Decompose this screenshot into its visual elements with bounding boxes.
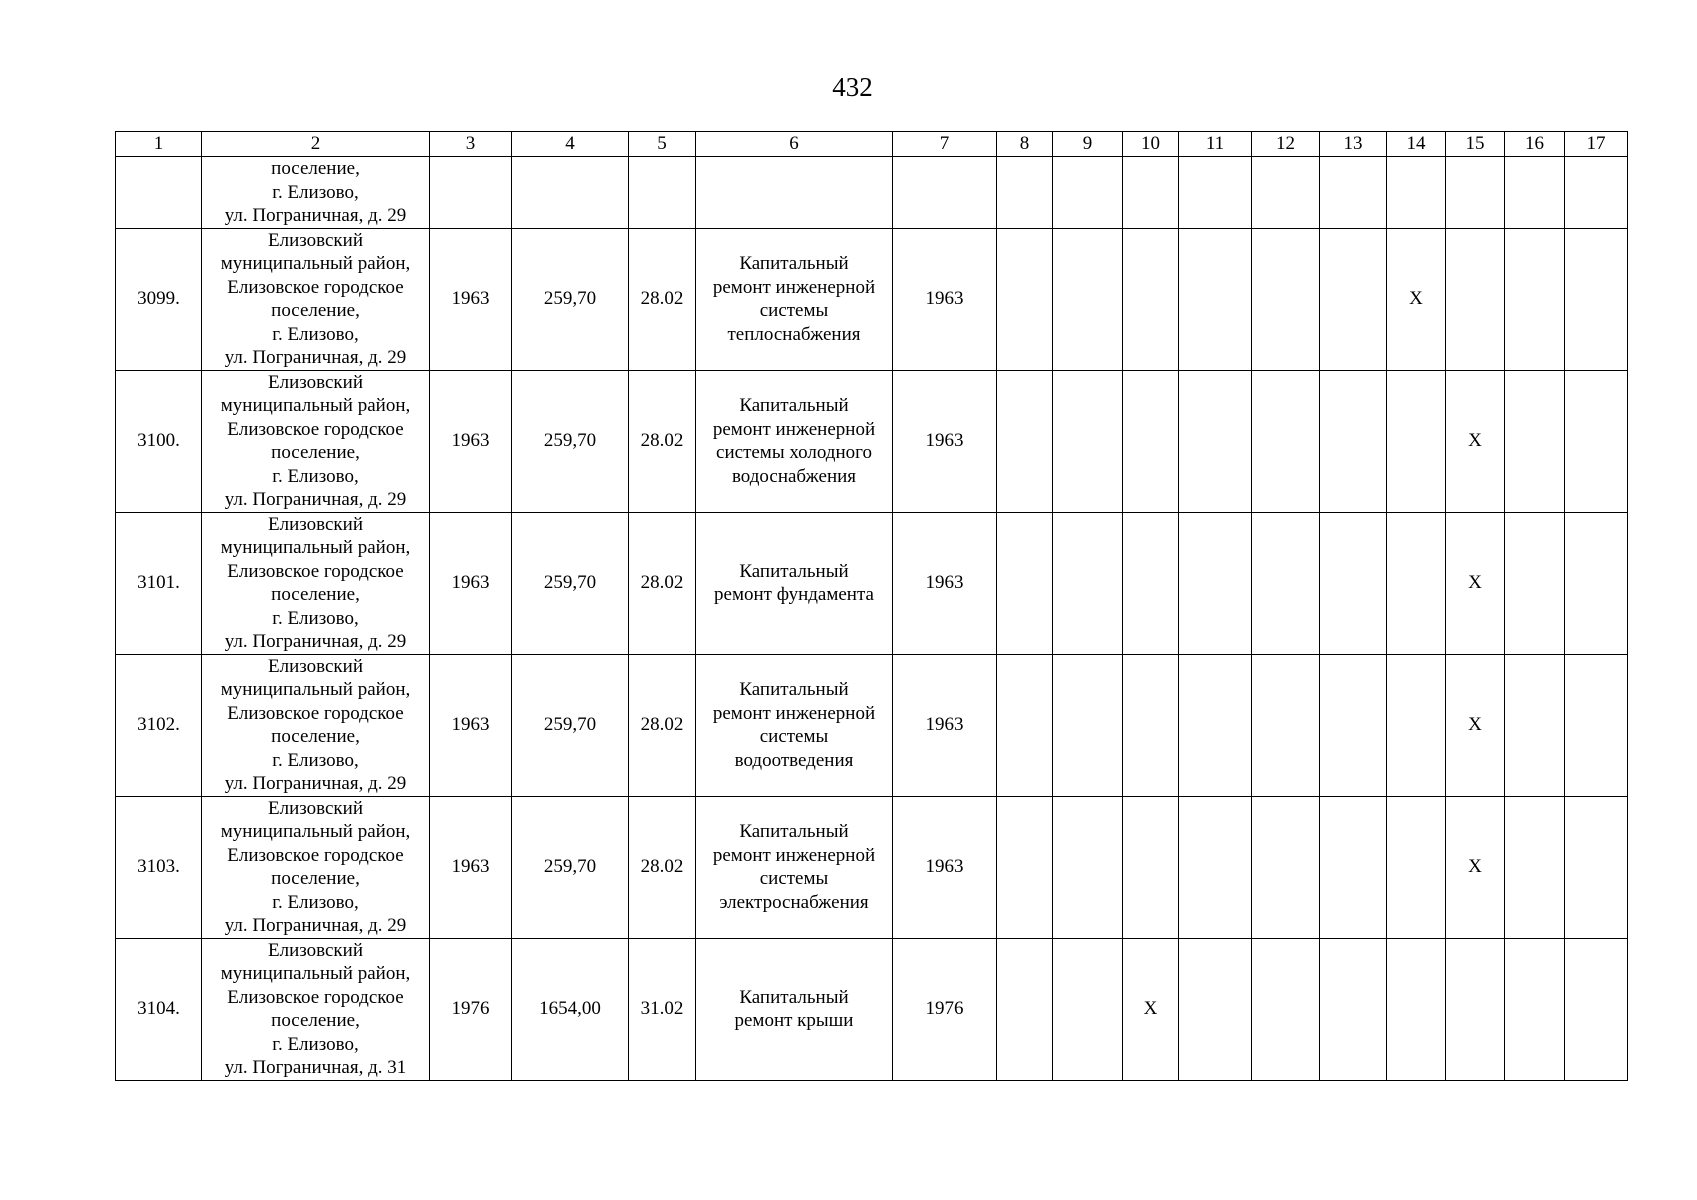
empty-cell <box>1387 512 1446 654</box>
work-type-cell <box>696 654 893 796</box>
empty-cell <box>1179 796 1252 938</box>
address-cell-line: поселение, <box>271 1010 360 1031</box>
empty-cell <box>1505 796 1565 938</box>
year-built-cell: 1963 <box>430 228 512 370</box>
column-header: 1 <box>116 132 202 157</box>
address-cell-line: ул. Пограничная, д. 29 <box>224 915 407 936</box>
address-cell-line: Елизовское городское <box>227 276 404 298</box>
column-header: 3 <box>430 132 512 157</box>
empty-cell <box>1252 654 1320 796</box>
area-cell: 259,70 <box>512 512 629 654</box>
table-row <box>116 654 1628 796</box>
empty-cell <box>997 938 1053 1080</box>
work-type-cell-line: водоснабжения <box>731 465 857 487</box>
year-cell: 1976 <box>893 938 997 1080</box>
empty-cell <box>1123 796 1179 938</box>
work-type-cell-line: Капитальный <box>739 821 849 842</box>
empty-cell <box>1179 512 1252 654</box>
empty-cell <box>1053 654 1123 796</box>
work-type-cell <box>696 228 893 370</box>
address-cell-line: ул. Пограничная, д. 29 <box>224 773 407 794</box>
row-number: 3100. <box>116 370 202 512</box>
empty-cell <box>1446 228 1505 370</box>
empty-cell <box>1320 512 1387 654</box>
work-type-cell-line: ремонт фундамента <box>714 584 874 605</box>
empty-cell <box>1565 796 1628 938</box>
address-cell-line: Елизовское городское <box>227 702 404 724</box>
data-table <box>115 131 1628 1081</box>
empty-cell <box>1446 157 1505 229</box>
year-built-cell: 1963 <box>430 796 512 938</box>
address-cell <box>202 228 430 370</box>
header-row <box>116 132 1628 157</box>
work-type-cell-line: Капитальный <box>739 986 849 1008</box>
empty-cell <box>1320 370 1387 512</box>
work-type-cell-line: системы холодного <box>716 442 872 463</box>
empty-cell <box>1123 370 1179 512</box>
address-cell-line: поселение, <box>271 300 360 321</box>
empty-cell <box>1053 370 1123 512</box>
address-cell-line: муниципальный район, <box>220 253 411 274</box>
address-cell-line: г. Елизово, <box>272 465 359 487</box>
empty-cell <box>1387 370 1446 512</box>
row-number: 3103. <box>116 796 202 938</box>
work-type-cell <box>696 512 893 654</box>
year-built-cell: 1963 <box>430 512 512 654</box>
address-cell-line: поселение, <box>271 442 360 463</box>
empty-cell <box>1123 512 1179 654</box>
table-row <box>116 228 1628 370</box>
table-row <box>116 157 1628 229</box>
column-header: 4 <box>512 132 629 157</box>
address-cell-line: Елизовский <box>267 513 363 535</box>
empty-cell <box>1179 938 1252 1080</box>
empty-cell <box>1387 938 1446 1080</box>
row-number: 3099. <box>116 228 202 370</box>
table-body <box>116 157 1628 1081</box>
address-cell <box>202 157 430 229</box>
empty-cell <box>1565 938 1628 1080</box>
empty-cell <box>1123 157 1179 229</box>
mark-cell: X <box>1123 938 1179 1080</box>
address-cell-line: поселение, <box>271 158 360 179</box>
year-built-cell: 1963 <box>430 370 512 512</box>
work-type-cell-line: Капитальный <box>739 253 849 274</box>
work-type-cell-line: водоотведения <box>734 749 854 771</box>
row-number <box>116 157 202 229</box>
address-cell-line: Елизовский <box>267 371 363 393</box>
column-header: 8 <box>997 132 1053 157</box>
work-type-cell-line: Капитальный <box>739 679 849 700</box>
column-header: 7 <box>893 132 997 157</box>
address-cell-line: ул. Пограничная, д. 29 <box>224 631 407 652</box>
address-cell-line: Елизовское городское <box>227 844 404 866</box>
empty-cell <box>1505 654 1565 796</box>
empty-cell <box>1446 938 1505 1080</box>
empty-cell <box>1053 157 1123 229</box>
address-cell-line: Елизовское городское <box>227 986 404 1008</box>
address-cell <box>202 512 430 654</box>
table-row <box>116 938 1628 1080</box>
empty-cell <box>1565 157 1628 229</box>
work-type-cell-line: ремонт инженерной <box>712 418 876 440</box>
work-type-cell-line: ремонт крыши <box>734 1010 854 1031</box>
code-cell: 28.02 <box>629 370 696 512</box>
work-type-cell-line: электроснабжения <box>719 891 869 913</box>
address-cell-line: ул. Пограничная, д. 29 <box>224 205 407 226</box>
column-header: 2 <box>202 132 430 157</box>
address-cell-line: поселение, <box>271 868 360 889</box>
work-type-cell-line: Капитальный <box>739 395 849 416</box>
work-type-cell-line: ремонт инженерной <box>712 844 876 866</box>
work-type-cell <box>696 370 893 512</box>
column-header: 11 <box>1179 132 1252 157</box>
empty-cell <box>1252 370 1320 512</box>
address-cell-line: муниципальный район, <box>220 679 411 700</box>
column-header: 10 <box>1123 132 1179 157</box>
table-row <box>116 370 1628 512</box>
code-cell: 28.02 <box>629 796 696 938</box>
empty-cell <box>1505 228 1565 370</box>
page-number: 432 <box>832 72 873 102</box>
work-type-cell-line: теплоснабжения <box>727 323 861 345</box>
code-cell: 28.02 <box>629 512 696 654</box>
column-header: 6 <box>696 132 893 157</box>
empty-cell <box>1320 654 1387 796</box>
mark-cell: X <box>1446 654 1505 796</box>
empty-cell <box>1505 938 1565 1080</box>
mark-cell: X <box>1387 228 1446 370</box>
address-cell-line: поселение, <box>271 584 360 605</box>
address-cell-line: ул. Пограничная, д. 31 <box>224 1057 407 1078</box>
area-cell: 1654,00 <box>512 938 629 1080</box>
empty-cell <box>997 228 1053 370</box>
empty-cell <box>997 370 1053 512</box>
address-cell-line: муниципальный район, <box>220 395 411 416</box>
mark-cell: X <box>1446 512 1505 654</box>
work-type-cell-line: системы <box>759 300 829 321</box>
column-header: 14 <box>1387 132 1446 157</box>
code-cell: 28.02 <box>629 228 696 370</box>
area-cell: 259,70 <box>512 654 629 796</box>
row-number: 3102. <box>116 654 202 796</box>
row-number: 3104. <box>116 938 202 1080</box>
empty-cell <box>1565 654 1628 796</box>
empty-cell <box>1387 654 1446 796</box>
code-cell <box>629 157 696 229</box>
address-cell-line: Елизовское городское <box>227 560 404 582</box>
column-header: 12 <box>1252 132 1320 157</box>
year-built-cell: 1976 <box>430 938 512 1080</box>
empty-cell <box>1252 796 1320 938</box>
address-cell <box>202 370 430 512</box>
address-cell-line: г. Елизово, <box>272 323 359 345</box>
year-cell: 1963 <box>893 654 997 796</box>
code-cell: 28.02 <box>629 654 696 796</box>
empty-cell <box>1387 796 1446 938</box>
address-cell <box>202 938 430 1080</box>
year-cell: 1963 <box>893 796 997 938</box>
address-cell-line: муниципальный район, <box>220 963 411 984</box>
empty-cell <box>1179 228 1252 370</box>
column-header: 5 <box>629 132 696 157</box>
empty-cell <box>1179 370 1252 512</box>
empty-cell <box>1505 512 1565 654</box>
area-cell <box>512 157 629 229</box>
address-cell-line: г. Елизово, <box>272 181 359 203</box>
work-type-cell-line: Капитальный <box>739 560 849 582</box>
address-cell-line: ул. Пограничная, д. 29 <box>224 347 407 368</box>
table-row <box>116 512 1628 654</box>
empty-cell <box>1053 512 1123 654</box>
empty-cell <box>1565 370 1628 512</box>
empty-cell <box>997 796 1053 938</box>
address-cell-line: Елизовский <box>267 797 363 819</box>
empty-cell <box>1320 796 1387 938</box>
address-cell-line: г. Елизово, <box>272 749 359 771</box>
column-header: 13 <box>1320 132 1387 157</box>
address-cell-line: ул. Пограничная, д. 29 <box>224 489 407 510</box>
column-header: 17 <box>1565 132 1628 157</box>
address-cell-line: Елизовское городское <box>227 418 404 440</box>
empty-cell <box>1565 228 1628 370</box>
address-cell-line: муниципальный район, <box>220 821 411 842</box>
work-type-cell <box>696 796 893 938</box>
address-cell-line: поселение, <box>271 726 360 747</box>
year-cell: 1963 <box>893 512 997 654</box>
empty-cell <box>1565 512 1628 654</box>
empty-cell <box>1179 654 1252 796</box>
table-row <box>116 796 1628 938</box>
empty-cell <box>1387 157 1446 229</box>
column-header: 16 <box>1505 132 1565 157</box>
work-type-cell <box>696 157 893 229</box>
empty-cell <box>1505 157 1565 229</box>
column-header: 9 <box>1053 132 1123 157</box>
area-cell: 259,70 <box>512 228 629 370</box>
empty-cell <box>1053 228 1123 370</box>
code-cell: 31.02 <box>629 938 696 1080</box>
empty-cell <box>1053 796 1123 938</box>
empty-cell <box>1179 157 1252 229</box>
address-cell-line: г. Елизово, <box>272 607 359 629</box>
address-cell-line: Елизовский <box>267 655 363 677</box>
year-built-cell <box>430 157 512 229</box>
work-type-cell-line: системы <box>759 868 829 889</box>
column-header: 15 <box>1446 132 1505 157</box>
empty-cell <box>1053 938 1123 1080</box>
empty-cell <box>1505 370 1565 512</box>
row-number: 3101. <box>116 512 202 654</box>
address-cell <box>202 796 430 938</box>
empty-cell <box>1252 512 1320 654</box>
area-cell: 259,70 <box>512 370 629 512</box>
work-type-cell-line: ремонт инженерной <box>712 702 876 724</box>
empty-cell <box>1320 157 1387 229</box>
address-cell-line: муниципальный район, <box>220 537 411 558</box>
work-type-cell <box>696 938 893 1080</box>
work-type-cell-line: системы <box>759 726 829 747</box>
empty-cell <box>997 512 1053 654</box>
empty-cell <box>1252 228 1320 370</box>
mark-cell: X <box>1446 796 1505 938</box>
year-cell: 1963 <box>893 228 997 370</box>
address-cell-line: Елизовский <box>267 229 363 251</box>
mark-cell: X <box>1446 370 1505 512</box>
area-cell: 259,70 <box>512 796 629 938</box>
year-cell <box>893 157 997 229</box>
address-cell <box>202 654 430 796</box>
empty-cell <box>997 157 1053 229</box>
year-built-cell: 1963 <box>430 654 512 796</box>
empty-cell <box>1320 938 1387 1080</box>
address-cell-line: Елизовский <box>267 939 363 961</box>
empty-cell <box>997 654 1053 796</box>
address-cell-line: г. Елизово, <box>272 1033 359 1055</box>
work-type-cell-line: ремонт инженерной <box>712 276 876 298</box>
address-cell-line: г. Елизово, <box>272 891 359 913</box>
empty-cell <box>1123 654 1179 796</box>
empty-cell <box>1252 157 1320 229</box>
empty-cell <box>1320 228 1387 370</box>
year-cell: 1963 <box>893 370 997 512</box>
empty-cell <box>1123 228 1179 370</box>
empty-cell <box>1252 938 1320 1080</box>
